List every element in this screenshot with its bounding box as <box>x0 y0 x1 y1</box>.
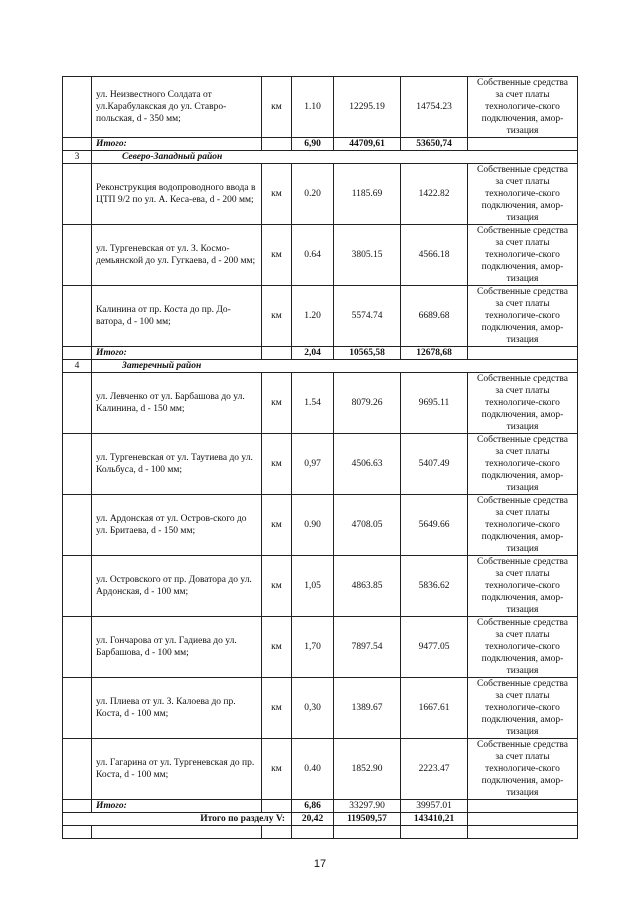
length: 0.90 <box>292 495 334 556</box>
funding-source: Собственные средства за счет платы технологиче-ского подключения, амор-тизация <box>468 286 578 347</box>
row-number <box>63 495 92 556</box>
unit: км <box>262 678 292 739</box>
table-row <box>63 617 578 678</box>
cost-1: 4506.63 <box>334 434 401 495</box>
cost-1: 7897.54 <box>334 617 401 678</box>
unit: км <box>262 739 292 800</box>
unit: км <box>262 373 292 434</box>
cost-1: 1852.90 <box>334 739 401 800</box>
cost-1: 1389.67 <box>334 678 401 739</box>
cost-1: 3805.15 <box>334 225 401 286</box>
subtotal-cost-2: 12678,68 <box>401 347 468 360</box>
work-description: ул. Плиева от ул. З. Калоева до пр. Коста, d - 100 мм; <box>92 678 262 739</box>
length: 0,97 <box>292 434 334 495</box>
row-number <box>63 77 92 138</box>
unit: км <box>262 225 292 286</box>
work-description: ул. Неизвестного Солдата от ул.Карабулакская до ул. Ставро-польская, d - 350 мм; <box>92 77 262 138</box>
empty-cell <box>262 826 292 839</box>
subtotal-cost-1: 33297.90 <box>334 800 401 813</box>
length: 0.40 <box>292 739 334 800</box>
subtotal-length: 6,86 <box>292 800 334 813</box>
row-number <box>63 617 92 678</box>
work-description: Калинина от пр. Коста до пр. До-ватора, d - 100 мм; <box>92 286 262 347</box>
empty-cell <box>63 347 92 360</box>
empty-cell <box>468 826 578 839</box>
empty-cell <box>262 347 292 360</box>
cost-2: 5649.66 <box>401 495 468 556</box>
row-number <box>63 225 92 286</box>
subtotal-label: Итого: <box>92 138 262 151</box>
empty-cell <box>334 826 401 839</box>
table-row <box>63 739 578 800</box>
subtotal-label: Итого: <box>92 347 262 360</box>
funding-source: Собственные средства за счет платы технологиче-ского подключения, амор-тизация <box>468 678 578 739</box>
subtotal-length: 2,04 <box>292 347 334 360</box>
length: 1.20 <box>292 286 334 347</box>
work-description: ул. Тургеневская от ул. З. Космо-демьянской до ул. Гугкаева, d - 200 мм; <box>92 225 262 286</box>
row-number <box>63 739 92 800</box>
subtotal-cost-1: 10565,58 <box>334 347 401 360</box>
table-row <box>63 164 578 225</box>
table-row <box>63 495 578 556</box>
total-cost-1: 119509,57 <box>334 813 401 826</box>
row-number <box>63 556 92 617</box>
unit: км <box>262 495 292 556</box>
subtotal-row <box>63 138 578 151</box>
table-row <box>63 373 578 434</box>
table-row <box>63 678 578 739</box>
work-description: ул. Гончарова от ул. Гадиева до ул. Барбашова, d - 100 мм; <box>92 617 262 678</box>
subtotal-row <box>63 800 578 813</box>
funding-source: Собственные средства за счет платы технологиче-ского подключения, амор-тизация <box>468 739 578 800</box>
cost-1: 8079.26 <box>334 373 401 434</box>
empty-cell <box>468 138 578 151</box>
table-row <box>63 556 578 617</box>
document-table <box>62 76 578 839</box>
empty-cell <box>63 826 92 839</box>
unit: км <box>262 77 292 138</box>
unit: км <box>262 556 292 617</box>
row-number <box>63 286 92 347</box>
empty-row <box>63 826 578 839</box>
empty-cell <box>63 800 92 813</box>
work-description: ул. Островского от пр. Доватора до ул. Ардонская, d - 100 мм; <box>92 556 262 617</box>
district-name: Затеречный район <box>92 360 578 373</box>
cost-1: 4708.05 <box>334 495 401 556</box>
table-row <box>63 77 578 138</box>
district-row <box>63 151 578 164</box>
row-number <box>63 373 92 434</box>
subtotal-label: Итого: <box>92 800 262 813</box>
unit: км <box>262 164 292 225</box>
total-cost-2: 143410,21 <box>401 813 468 826</box>
cost-2: 9477.05 <box>401 617 468 678</box>
length: 0.20 <box>292 164 334 225</box>
funding-source: Собственные средства за счет платы технологиче-ского подключения, амор-тизация <box>468 373 578 434</box>
district-row <box>63 360 578 373</box>
cost-1: 12295.19 <box>334 77 401 138</box>
empty-cell <box>468 813 578 826</box>
table-row <box>63 225 578 286</box>
length: 1,05 <box>292 556 334 617</box>
cost-2: 14754.23 <box>401 77 468 138</box>
empty-cell <box>262 800 292 813</box>
length: 0,30 <box>292 678 334 739</box>
cost-2: 5407.49 <box>401 434 468 495</box>
funding-source: Собственные средства за счет платы технологиче-ского подключения, амор-тизация <box>468 77 578 138</box>
cost-2: 1667.61 <box>401 678 468 739</box>
funding-source: Собственные средства за счет платы технологиче-ского подключения, амор-тизация <box>468 164 578 225</box>
subtotal-cost-2: 39957.01 <box>401 800 468 813</box>
work-description: ул. Тургеневская от ул. Таутиева до ул. Кольбуса, d - 100 мм; <box>92 434 262 495</box>
subtotal-cost-2: 53650,74 <box>401 138 468 151</box>
row-number <box>63 678 92 739</box>
empty-cell <box>401 826 468 839</box>
length: 0.64 <box>292 225 334 286</box>
row-number: 3 <box>63 151 92 164</box>
work-description: ул. Левченко от ул. Барбашова до ул. Калинина, d - 150 мм; <box>92 373 262 434</box>
cost-2: 5836.62 <box>401 556 468 617</box>
empty-cell <box>262 138 292 151</box>
empty-cell <box>468 800 578 813</box>
page-number: 17 <box>313 858 327 870</box>
work-description: Реконструкция водопроводного ввода в ЦТП 9/2 по ул. А. Кеса-ева, d - 200 мм; <box>92 164 262 225</box>
cost-1: 4863.85 <box>334 556 401 617</box>
cost-1: 1185.69 <box>334 164 401 225</box>
empty-cell <box>63 138 92 151</box>
funding-source: Собственные средства за счет платы технологиче-ского подключения, амор-тизация <box>468 434 578 495</box>
row-number <box>63 164 92 225</box>
subtotal-length: 6,90 <box>292 138 334 151</box>
funding-source: Собственные средства за счет платы технологиче-ского подключения, амор-тизация <box>468 556 578 617</box>
cost-2: 1422.82 <box>401 164 468 225</box>
subtotal-cost-1: 44709,61 <box>334 138 401 151</box>
cost-2: 6689.68 <box>401 286 468 347</box>
empty-cell <box>92 826 262 839</box>
work-description: ул. Ардонская от ул. Остров-ского до ул. Бритаева, d - 150 мм; <box>92 495 262 556</box>
cost-2: 2223.47 <box>401 739 468 800</box>
length: 1.54 <box>292 373 334 434</box>
table-row <box>63 286 578 347</box>
unit: км <box>262 286 292 347</box>
cost-2: 4566.18 <box>401 225 468 286</box>
empty-cell <box>292 826 334 839</box>
subtotal-row <box>63 347 578 360</box>
length: 1.10 <box>292 77 334 138</box>
funding-source: Собственные средства за счет платы технологиче-ского подключения, амор-тизация <box>468 495 578 556</box>
grand-total-label: Итого по разделу V: <box>63 813 292 826</box>
funding-source: Собственные средства за счет платы технологиче-ского подключения, амор-тизация <box>468 617 578 678</box>
unit: км <box>262 434 292 495</box>
table-row <box>63 434 578 495</box>
row-number <box>63 434 92 495</box>
grand-total-row <box>63 813 578 826</box>
work-description: ул. Гагарина от ул. Тургеневская до пр. Коста, d - 100 мм; <box>92 739 262 800</box>
unit: км <box>262 617 292 678</box>
total-length: 20,42 <box>292 813 334 826</box>
length: 1,70 <box>292 617 334 678</box>
cost-1: 5574.74 <box>334 286 401 347</box>
empty-cell <box>468 347 578 360</box>
row-number: 4 <box>63 360 92 373</box>
cost-2: 9695.11 <box>401 373 468 434</box>
district-name: Северо-Западный район <box>92 151 578 164</box>
funding-source: Собственные средства за счет платы технологиче-ского подключения, амор-тизация <box>468 225 578 286</box>
